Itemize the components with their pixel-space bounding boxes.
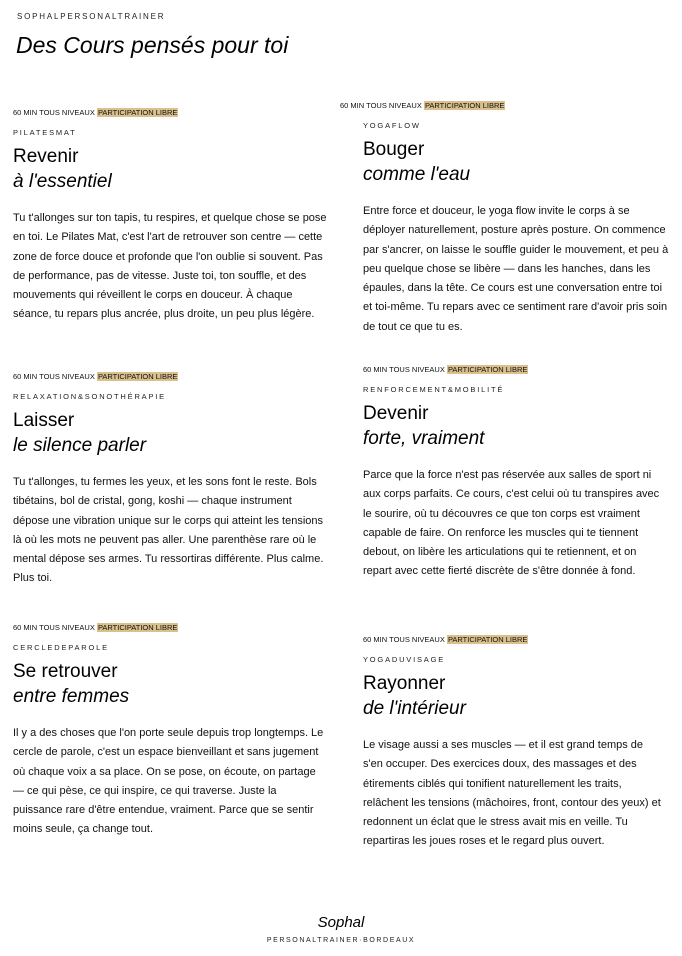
course-heading-line1: Revenir xyxy=(13,146,79,167)
course-card-yoga-flow xyxy=(340,100,669,337)
tag-participation: PARTICIPATION LIBRE xyxy=(424,101,505,110)
tag-level: TOUS NIVEAUX xyxy=(366,101,422,110)
tag-level: TOUS NIVEAUX xyxy=(39,372,95,381)
course-heading xyxy=(13,144,329,194)
tag-duration: 60 MIN xyxy=(363,365,388,374)
course-heading xyxy=(363,137,656,187)
course-tags xyxy=(363,634,679,645)
tag-participation: PARTICIPATION LIBRE xyxy=(447,635,528,644)
course-description: Tu t'allonges sur ton tapis, tu respires, et quelque chose se pose en toi. Le Pilates Mat, c'est l'art de retrouver son centre — cette zone de force douce et profonde que l'on oublie si souvent. Pas de performance, pas de vitesse. Juste toi, ton souffle, et des mouvements qui réveillent le corps en douceur. À chaque séance, tu repars plus ancrée, plus droite, un peu plus légère. xyxy=(13,212,327,321)
course-heading-line2: de l'intérieur xyxy=(363,698,466,719)
course-heading xyxy=(363,671,679,721)
footer-subtitle: PERSONALTRAINER·BORDEAUX xyxy=(266,937,416,944)
tag-level: TOUS NIVEAUX xyxy=(389,635,445,644)
course-card-yoga-visage xyxy=(363,634,679,852)
course-description: Parce que la force n'est pas réservée aux salles de sport ni aux corps parfaits. Ce cours, c'est celui où tu transpires avec le sourire, où tu découvres ce que ton corps est vraiment capable de faire. On renforce les muscles qui te tiennent debout, on libère les articulations qui te retiennent, et on repart avec cette fierté discrète de s'être donnée à fond. xyxy=(363,469,660,578)
course-card-renforcement xyxy=(363,364,679,582)
course-tags xyxy=(13,371,329,382)
tag-level: TOUS NIVEAUX xyxy=(39,623,95,632)
course-heading-line2: entre femmes xyxy=(13,686,130,707)
course-description: Tu t'allonges, tu fermes les yeux, et les sons font le reste. Bols tibétains, bol de cristal, gong, koshi — chaque instrument dépose une vibration unique sur le corps qui atteint les tensions là où les mots ne peuvent pas aller. Une parenthèse rare où le mental dépose ses armes. Tu ressortiras différente. Plus calme. Plus toi. xyxy=(13,476,324,585)
course-heading-line2: le silence parler xyxy=(13,435,147,456)
course-category: YOGAFLOW xyxy=(363,121,421,130)
course-card-cercle-parole xyxy=(13,622,329,840)
course-heading xyxy=(363,401,679,451)
tag-participation: PARTICIPATION LIBRE xyxy=(447,365,528,374)
course-heading-line2: comme l'eau xyxy=(363,164,471,185)
course-heading xyxy=(13,659,329,709)
tag-duration: 60 MIN xyxy=(13,372,38,381)
page-title: Des Cours pensés pour toi xyxy=(16,32,289,58)
course-card-relaxation xyxy=(13,371,329,589)
course-description: Le visage aussi a ses muscles — et il est grand temps de s'en occuper. Des exercices doux, des massages et des étirements ciblés qui tonifient naturellement les traits, relâchent les tensions (mâchoires, front, contour des yeux) et redonnent un éclat que le stress avait mis en veille. Tu repartiras les joues roses et le regard plus ouvert. xyxy=(363,739,661,848)
course-category: CERCLEDEPAROLE xyxy=(13,643,109,652)
course-category: RENFORCEMENT&MOBILITÉ xyxy=(363,385,505,394)
course-heading-line1: Laisser xyxy=(13,410,75,431)
course-category: YOGADUVISAGE xyxy=(363,655,446,664)
tag-duration: 60 MIN xyxy=(13,623,38,632)
tag-duration: 60 MIN xyxy=(340,101,365,110)
tag-duration: 60 MIN xyxy=(13,108,38,117)
tag-participation: PARTICIPATION LIBRE xyxy=(97,108,178,117)
footer-signature: Sophal xyxy=(317,914,365,931)
course-heading-line1: Bouger xyxy=(363,139,425,160)
course-category: PILATESMAT xyxy=(13,128,77,137)
course-tags xyxy=(13,107,329,118)
course-category: RELAXATION&SONOTHÉRAPIE xyxy=(13,392,166,401)
tag-level: TOUS NIVEAUX xyxy=(39,108,95,117)
course-tags xyxy=(363,364,679,375)
course-description: Entre force et douceur, le yoga flow invite le corps à se déployer naturellement, posture après posture. On commence par s'ancrer, on laisse le souffle guider le mouvement, et peu à peu quelque chose se libère — dans les hanches, dans les épaules, dans la tête. Ce cours est une conversation entre toi et toi-même. Tu repars avec ce sentiment rare d'avoir pris soin de tout ce que tu es. xyxy=(363,205,669,333)
course-heading-line2: à l'essentiel xyxy=(13,171,112,192)
course-card-pilates xyxy=(13,107,329,325)
brand-label: SOPHALPERSONALTRAINER xyxy=(17,12,166,21)
course-heading-line1: Se retrouver xyxy=(13,661,118,682)
tag-participation: PARTICIPATION LIBRE xyxy=(97,372,178,381)
tag-participation: PARTICIPATION LIBRE xyxy=(97,623,178,632)
course-tags xyxy=(13,622,329,633)
course-description: Il y a des choses que l'on porte seule depuis trop longtemps. Le cercle de parole, c'est un espace bienveillant et sans jugement où chaque voix a sa place. On se pose, on écoute, on partage — ce qui pèse, ce qui inspire, ce qui traverse. Juste la puissance rare d'être entendue, vraiment. Parce que se sentir moins seule, ça change tout. xyxy=(13,727,324,836)
tag-level: TOUS NIVEAUX xyxy=(389,365,445,374)
course-heading-line2: forte, vraiment xyxy=(363,428,485,449)
tag-duration: 60 MIN xyxy=(363,635,388,644)
course-tags xyxy=(340,100,656,111)
course-heading xyxy=(13,408,329,458)
course-heading-line1: Devenir xyxy=(363,403,429,424)
course-heading-line1: Rayonner xyxy=(363,673,446,694)
